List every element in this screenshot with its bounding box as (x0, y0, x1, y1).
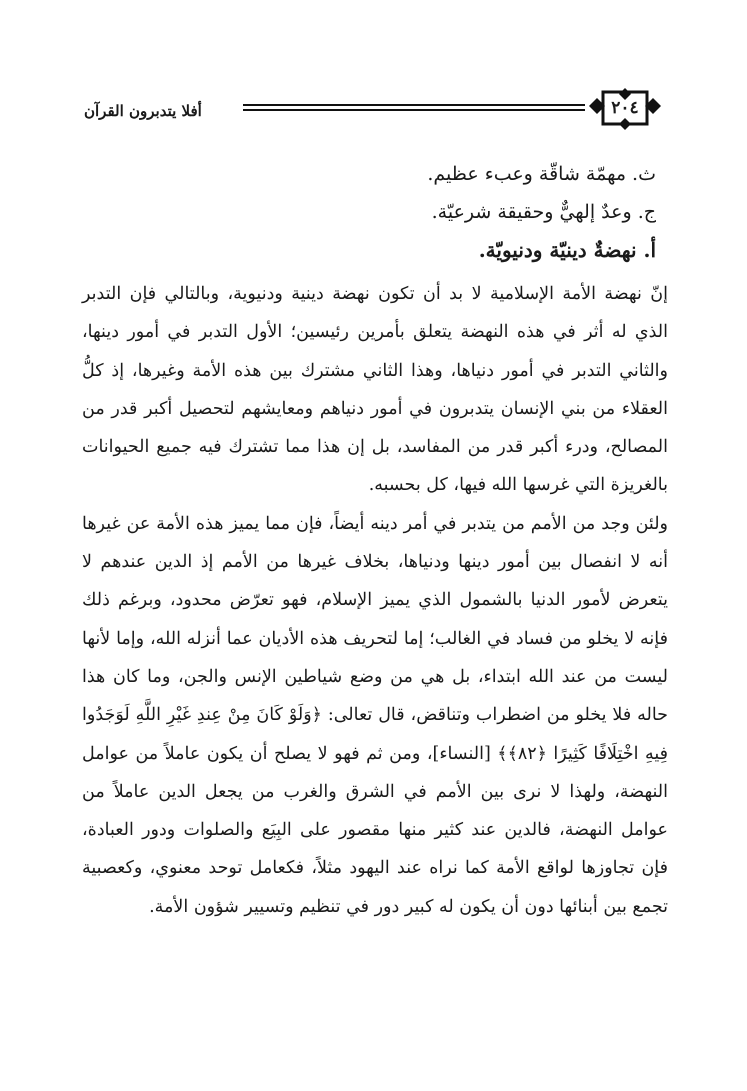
paragraph-1: إنّ نهضة الأمة الإسلامية لا بد أن تكون نهضة دينية ودنيوية، وبالتالي فإن التدبر الذي له أثر في هذه النهضة يتعلق بأمرين رئيسين؛ الأول التدبر في أمور دينها، والثاني التدبر في أمور دنياها، وهذا الثاني مشترك بين هذه الأمة وغيرها، إذ كلُّ العقلاء من بني الإنسان يتدبرون في أمور دنياهم ومعايشهم لتحصيل أكبر قدر من المصالح، ودرء أكبر قدر من المفاسد، بل إن هذا مما تشترك فيه جميع الحيوانات بالغريزة التي غرسها الله فيها، كل بحسبه. (82, 284, 668, 496)
list-item-jim: ج. وعدٌ إلهيٌّ وحقيقة شرعيّة. (431, 201, 656, 223)
section-heading: أ. نهضةٌ دينيّة ودنيويّة. (478, 238, 656, 262)
paragraph-2: ولئن وجد من الأمم من يتدبر في أمر دينه أيضاً، فإن مما يميز هذه الأمة عن غيرها أنه لا انفصال بين أمور دينها ودنياها، بخلاف غيرها من الأمم إذ الدين عندهم لا يتعرض لأمور الدنيا بالشمول الذي يميز الإسلام، فهو تعرّض محدود، وبرغم ذلك فإنه لا يخلو من فساد في الغالب؛ إما لتحريف هذه الأديان عما أنزله الله، وإما لأنها ليست من عند الله ابتداء، بل هي من وضع شياطين الإنس والجن، وما كان هذا حاله فلا يخلو من اضطراب وتناقض، قال تعالى: ﴿وَلَوْ كَانَ مِنْ عِندِ غَيْرِ اللَّهِ لَوَجَدُوا فِيهِ اخْتِلَافًا كَثِيرًا ﴿٨٢﴾﴾ [النساء]، ومن ثم فهو لا يصلح أن يكون عاملاً من عوامل النهضة، ولهذا لا نرى بين الأمم في الشرق والغرب من يجعل الدين عاملاً من عوامل النهضة، فالدين عند كثير منها مقصور على البِيَع والصلوات ودور العبادة، فإن تجاوزها لواقع الأمة كما نراه عند اليهود مثلاً، فكعامل توحد معنوي، وكعصبية تجمع بين أبنائها دون أن يكون له كبير دور في تنظيم وتسيير شؤون الأمة. (82, 513, 668, 917)
list-item-tha: ث. مهمّة شاقّة وعبء عظيم. (427, 163, 656, 185)
page-header (80, 88, 670, 140)
page-content (82, 155, 668, 926)
running-title: أفلا يتدبرون القرآن (80, 102, 243, 120)
page-number: ٢٠٤ (611, 98, 639, 118)
